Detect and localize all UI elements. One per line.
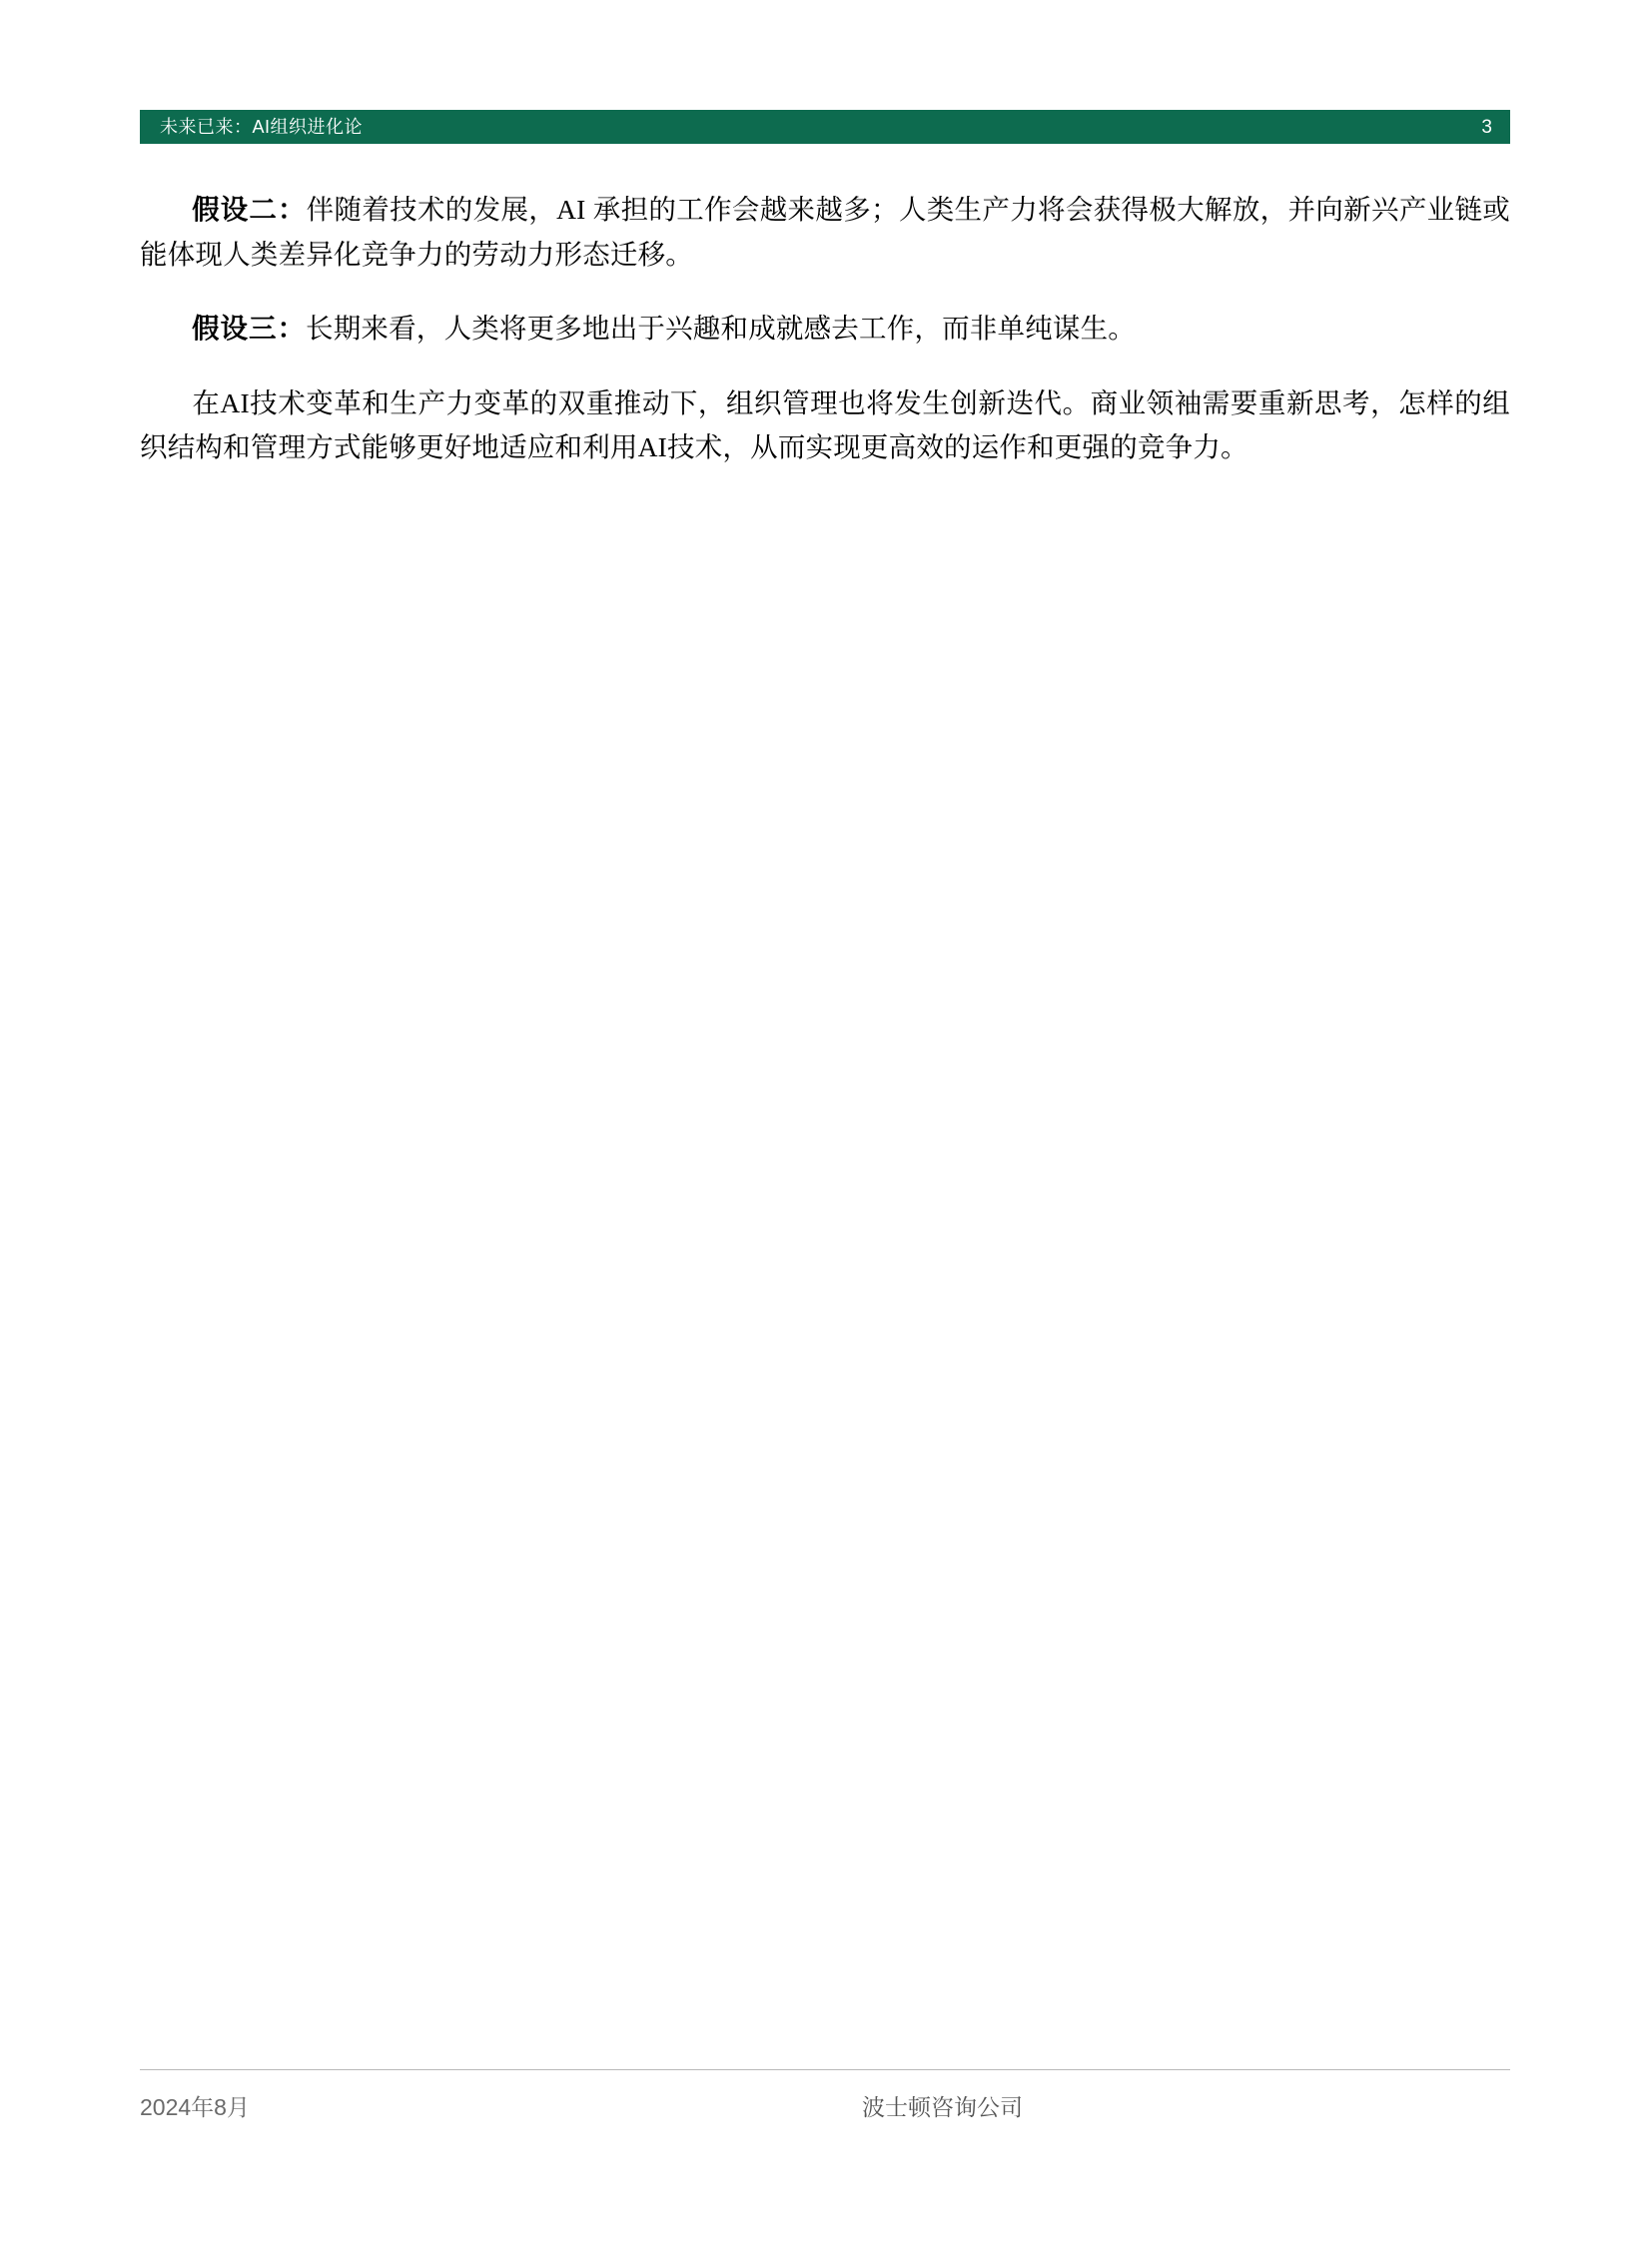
header-title: 未来已来：AI组织进化论	[160, 117, 364, 137]
paragraph-assumption-three	[140, 307, 1510, 352]
footer-company: 波士顿咨询公司	[862, 2094, 1023, 2120]
footer-date: 2024年8月	[140, 2094, 250, 2120]
page-header-bar	[140, 110, 1510, 144]
page-content	[140, 188, 1510, 470]
header-page-number: 3	[1481, 116, 1492, 138]
paragraph-text: 伴随着技术的发展，AI 承担的工作会越来越多；人类生产力将会获得极大解放，并向新兴产业链或能体现人类差异化竞争力的劳动力形态迁移。	[140, 194, 1511, 270]
paragraph-conclusion	[140, 381, 1510, 470]
paragraph-lead: 假设三：	[192, 313, 306, 345]
page-footer	[140, 2089, 1510, 2122]
paragraph-text: 长期来看，人类将更多地出于兴趣和成就感去工作，而非单纯谋生。	[306, 313, 1136, 345]
paragraph-lead: 假设二：	[192, 194, 307, 225]
footer-divider	[140, 2069, 1510, 2070]
paragraph-assumption-two	[140, 188, 1510, 277]
paragraph-text: 在AI技术变革和生产力变革的双重推动下，组织管理也将发生创新迭代。商业领袖需要重新思考，怎样的组织结构和管理方式能够更好地适应和利用AI技术，从而实现更高效的运作和更强的竞争力。	[140, 386, 1510, 463]
